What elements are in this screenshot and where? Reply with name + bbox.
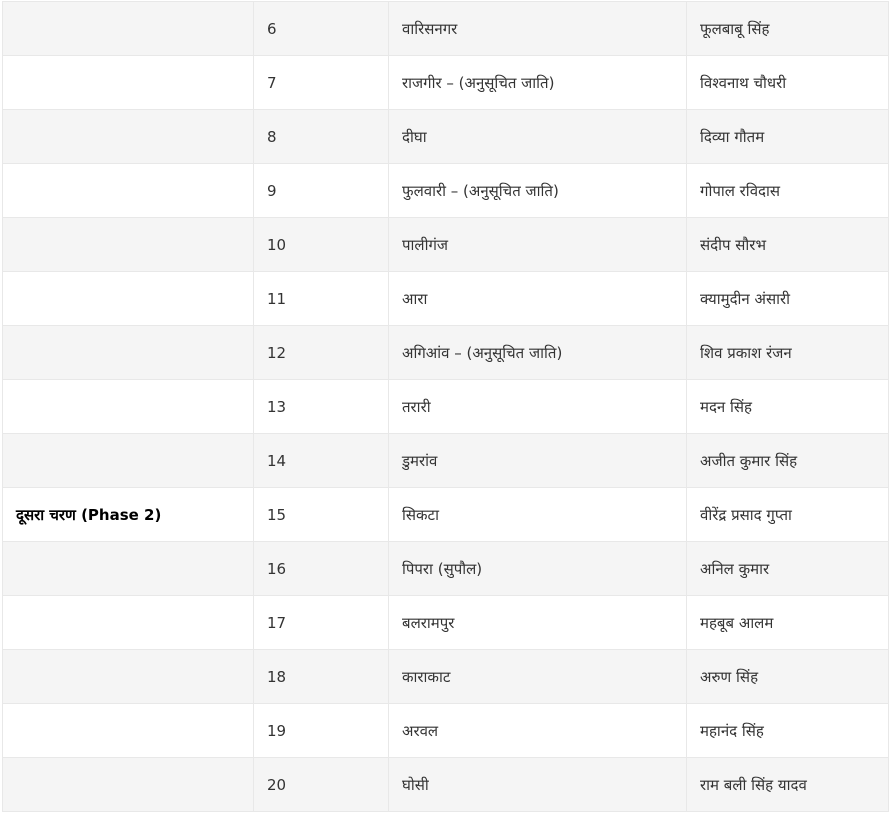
table-row xyxy=(3,56,889,110)
constituency-cell: राजगीर – (अनुसूचित जाति) xyxy=(389,56,687,110)
constituency-cell: दीघा xyxy=(389,110,687,164)
phase-cell: दूसरा चरण (Phase 2) xyxy=(3,488,254,542)
phase-cell xyxy=(3,110,254,164)
candidate-cell: शिव प्रकाश रंजन xyxy=(687,326,889,380)
serial-number-cell: 20 xyxy=(254,758,389,812)
table-row xyxy=(3,164,889,218)
serial-number-cell: 19 xyxy=(254,704,389,758)
serial-number-cell: 14 xyxy=(254,434,389,488)
phase-cell xyxy=(3,380,254,434)
serial-number-cell: 6 xyxy=(254,2,389,56)
phase-cell xyxy=(3,434,254,488)
phase-cell xyxy=(3,164,254,218)
serial-number-cell: 11 xyxy=(254,272,389,326)
candidate-cell: अरुण सिंह xyxy=(687,650,889,704)
serial-number-cell: 18 xyxy=(254,650,389,704)
constituency-cell: आरा xyxy=(389,272,687,326)
candidate-cell: वीरेंद्र प्रसाद गुप्ता xyxy=(687,488,889,542)
table-row xyxy=(3,434,889,488)
phase-cell xyxy=(3,218,254,272)
candidate-cell: क्यामुदीन अंसारी xyxy=(687,272,889,326)
serial-number-cell: 15 xyxy=(254,488,389,542)
constituency-cell: घोसी xyxy=(389,758,687,812)
table-row xyxy=(3,704,889,758)
constituency-cell: वारिसनगर xyxy=(389,2,687,56)
table-row xyxy=(3,110,889,164)
constituency-cell: बलरामपुर xyxy=(389,596,687,650)
table-row xyxy=(3,2,889,56)
table-row xyxy=(3,380,889,434)
phase-cell xyxy=(3,542,254,596)
constituency-cell: पिपरा (सुपौल) xyxy=(389,542,687,596)
candidate-cell: गोपाल रविदास xyxy=(687,164,889,218)
constituency-cell: तरारी xyxy=(389,380,687,434)
table-row xyxy=(3,542,889,596)
phase-cell xyxy=(3,650,254,704)
phase-cell xyxy=(3,272,254,326)
phase-cell xyxy=(3,758,254,812)
phase-cell xyxy=(3,56,254,110)
constituency-cell: डुमरांव xyxy=(389,434,687,488)
constituency-cell: पालीगंज xyxy=(389,218,687,272)
candidate-cell: संदीप सौरभ xyxy=(687,218,889,272)
candidate-cell: अजीत कुमार सिंह xyxy=(687,434,889,488)
candidate-cell: विश्वनाथ चौधरी xyxy=(687,56,889,110)
serial-number-cell: 10 xyxy=(254,218,389,272)
serial-number-cell: 17 xyxy=(254,596,389,650)
constituency-cell: काराकाट xyxy=(389,650,687,704)
table-row xyxy=(3,758,889,812)
table-body xyxy=(3,2,889,812)
table-row xyxy=(3,650,889,704)
phase-cell xyxy=(3,2,254,56)
table-row xyxy=(3,596,889,650)
candidate-cell: मदन सिंह xyxy=(687,380,889,434)
serial-number-cell: 12 xyxy=(254,326,389,380)
phase-cell xyxy=(3,704,254,758)
table-row xyxy=(3,272,889,326)
candidate-cell: अनिल कुमार xyxy=(687,542,889,596)
serial-number-cell: 8 xyxy=(254,110,389,164)
candidate-cell: दिव्या गौतम xyxy=(687,110,889,164)
serial-number-cell: 9 xyxy=(254,164,389,218)
candidate-cell: राम बली सिंह यादव xyxy=(687,758,889,812)
table-row xyxy=(3,218,889,272)
table-row xyxy=(3,488,889,542)
candidate-cell: फूलबाबू सिंह xyxy=(687,2,889,56)
phase-cell xyxy=(3,326,254,380)
serial-number-cell: 16 xyxy=(254,542,389,596)
phase-cell xyxy=(3,596,254,650)
constituency-cell: फुलवारी – (अनुसूचित जाति) xyxy=(389,164,687,218)
candidates-table xyxy=(2,1,889,812)
constituency-cell: अगिआंव – (अनुसूचित जाति) xyxy=(389,326,687,380)
table-row xyxy=(3,326,889,380)
candidate-cell: महानंद सिंह xyxy=(687,704,889,758)
constituency-cell: अरवल xyxy=(389,704,687,758)
candidate-cell: महबूब आलम xyxy=(687,596,889,650)
serial-number-cell: 7 xyxy=(254,56,389,110)
constituency-cell: सिकटा xyxy=(389,488,687,542)
serial-number-cell: 13 xyxy=(254,380,389,434)
